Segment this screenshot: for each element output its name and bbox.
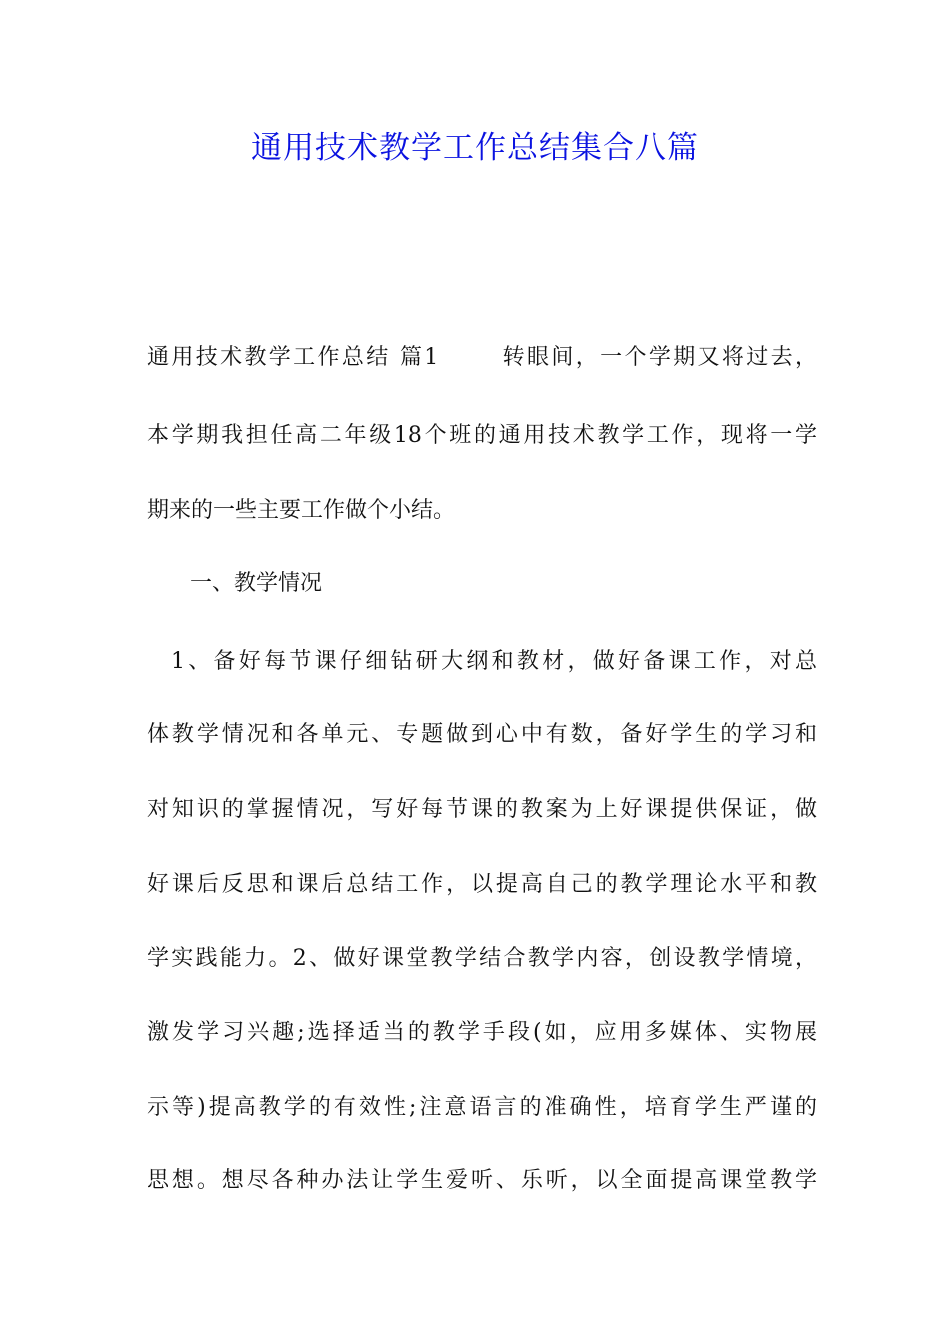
intro-line xyxy=(147,341,817,375)
body-line-9: 激发学习兴趣;选择适当的教学手段(如，应用多媒体、实物展 xyxy=(147,1020,817,1045)
body-line-4: 1、备好每节课仔细钻研大纲和教材，做好备课工作，对总 xyxy=(171,649,817,674)
body-line-10: 示等)提高教学的有效性;注意语言的准确性，培育学生严谨的 xyxy=(147,1095,817,1120)
body-line-8: 学实践能力。2、做好课堂教学结合教学内容，创设教学情境， xyxy=(147,946,817,971)
body-line-5: 体教学情况和各单元、专题做到心中有数，备好学生的学习和 xyxy=(147,722,817,747)
body-line-2: 期来的一些主要工作做个小结。 xyxy=(147,498,456,523)
body-line-1: 本学期我担任高二年级18个班的通用技术教学工作，现将一学 xyxy=(147,423,817,448)
section-heading: 通用技术教学工作总结 篇1 xyxy=(147,345,439,370)
intro-text: 转眼间，一个学期又将过去， xyxy=(500,345,817,370)
body-line-7: 好课后反思和课后总结工作，以提高自己的教学理论水平和教 xyxy=(147,872,817,897)
subheading-teaching: 一、教学情况 xyxy=(190,571,323,596)
document-title: 通用技术教学工作总结集合八篇 xyxy=(251,130,699,166)
body-line-11: 思想。想尽各种办法让学生爱听、乐听，以全面提高课堂教学 xyxy=(147,1168,817,1193)
body-line-6: 对知识的掌握情况，写好每节课的教案为上好课提供保证，做 xyxy=(147,797,817,822)
